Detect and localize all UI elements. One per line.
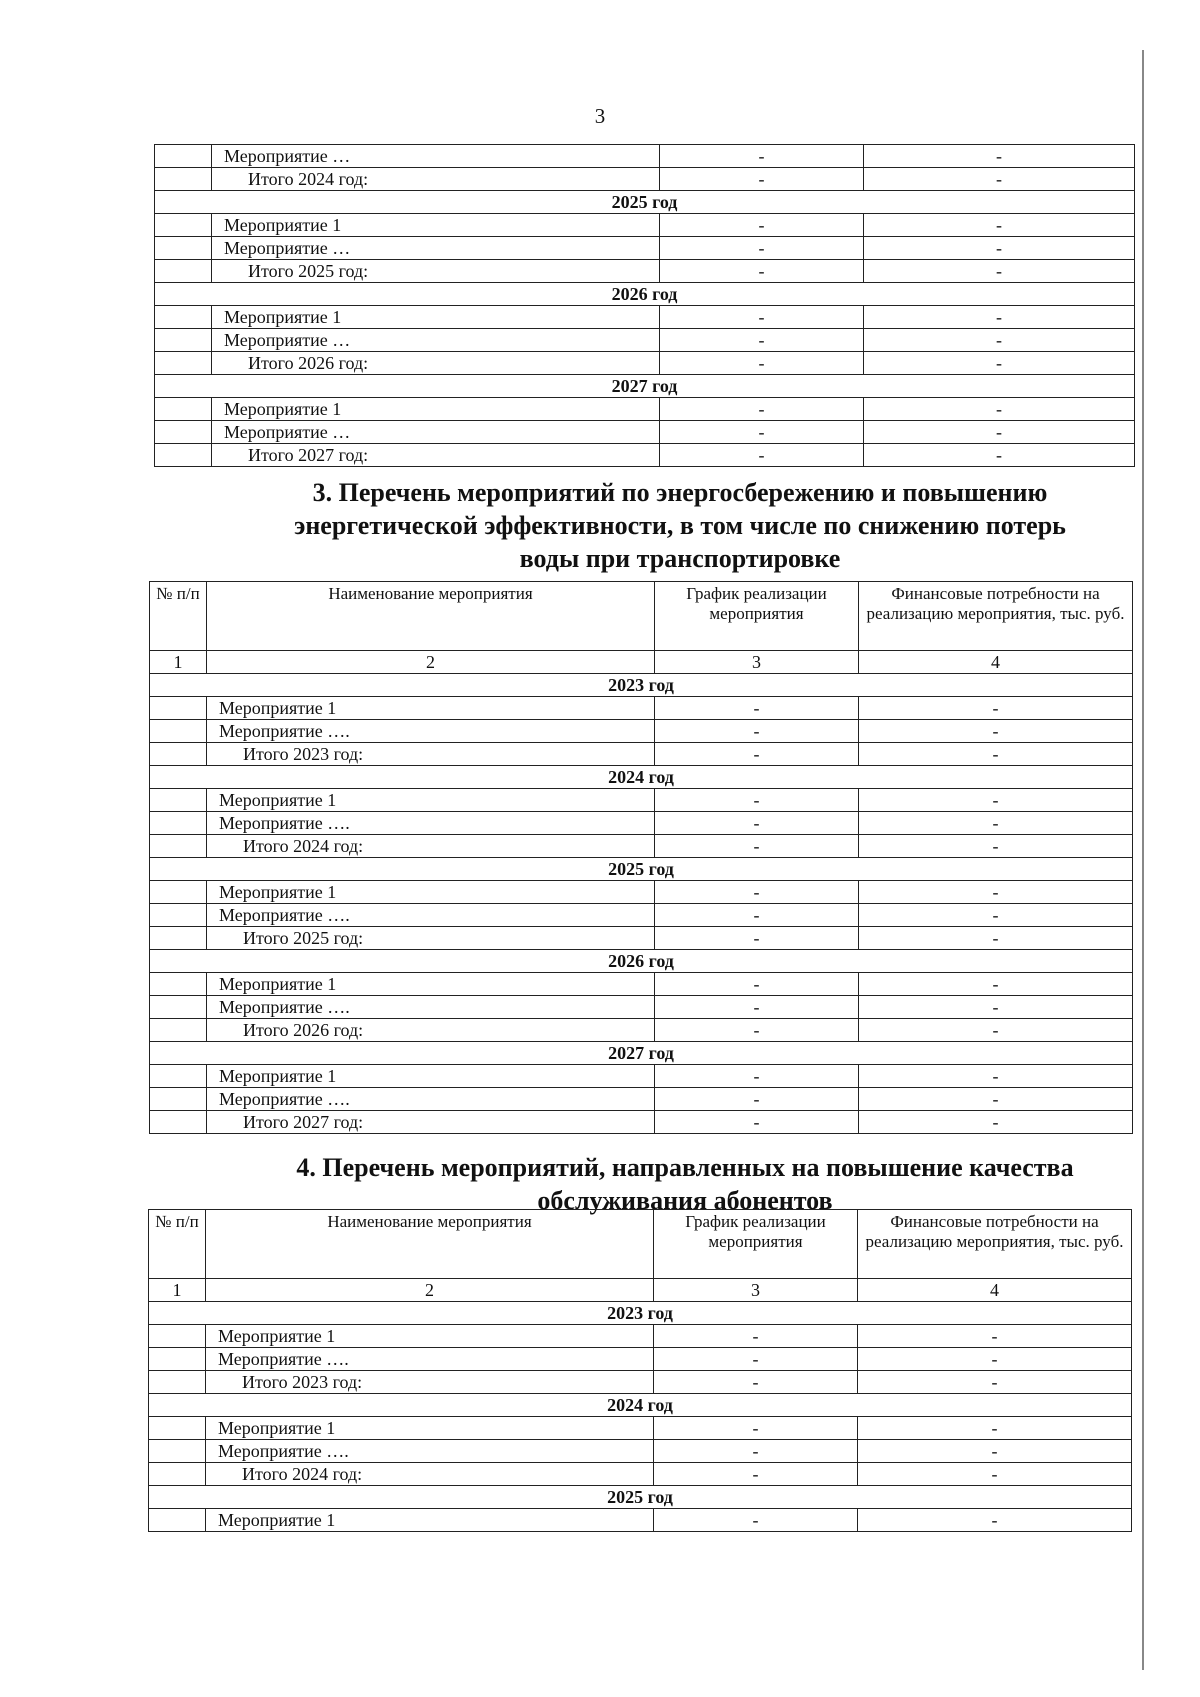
column-numbers-row <box>149 1279 1132 1302</box>
table-row <box>149 1509 1132 1532</box>
total-label: Итого 2023 год: <box>206 1371 654 1394</box>
total-row <box>150 1019 1133 1042</box>
table-row <box>150 904 1133 927</box>
energy-saving-measures-table <box>149 581 1133 1134</box>
schedule-value: - <box>660 398 864 421</box>
year-row <box>150 950 1133 973</box>
col-schedule-header: График реализации мероприятия <box>654 1210 858 1279</box>
col-number-header: № п/п <box>150 582 207 651</box>
year-label: 2025 год <box>150 858 1133 881</box>
measure-name: Мероприятие …. <box>207 1088 655 1111</box>
table-row <box>150 996 1133 1019</box>
total-row <box>150 743 1133 766</box>
finance-value: - <box>858 1325 1132 1348</box>
customer-service-measures-table <box>148 1209 1132 1532</box>
schedule-value: - <box>660 145 864 168</box>
measure-name: Мероприятие 1 <box>207 697 655 720</box>
schedule-value: - <box>660 214 864 237</box>
table-row <box>149 1348 1132 1371</box>
row-number <box>150 996 207 1019</box>
total-row <box>155 444 1135 467</box>
row-number <box>155 444 212 467</box>
finance-value: - <box>859 743 1133 766</box>
row-number <box>150 1088 207 1111</box>
finance-value: - <box>859 835 1133 858</box>
table-row <box>150 881 1133 904</box>
row-number <box>155 168 212 191</box>
schedule-value: - <box>655 1111 859 1134</box>
column-number: 4 <box>859 651 1133 674</box>
total-row <box>150 927 1133 950</box>
measure-name: Мероприятие …. <box>207 812 655 835</box>
measure-name: Мероприятие … <box>212 145 660 168</box>
measure-name: Мероприятие …. <box>206 1348 654 1371</box>
schedule-value: - <box>660 168 864 191</box>
measure-name: Мероприятие … <box>212 237 660 260</box>
total-label: Итого 2027 год: <box>212 444 660 467</box>
row-number <box>155 329 212 352</box>
year-label: 2027 год <box>155 375 1135 398</box>
schedule-value: - <box>655 835 859 858</box>
year-row <box>150 858 1133 881</box>
section-3-title <box>240 477 1120 575</box>
table-row <box>155 329 1135 352</box>
year-row <box>155 191 1135 214</box>
section-4-title <box>255 1152 1115 1218</box>
row-number <box>150 927 207 950</box>
table-row <box>155 398 1135 421</box>
schedule-value: - <box>654 1348 858 1371</box>
table-row <box>149 1417 1132 1440</box>
schedule-value: - <box>655 904 859 927</box>
year-row <box>155 283 1135 306</box>
table-row <box>155 145 1135 168</box>
finance-value: - <box>858 1440 1132 1463</box>
table-row <box>150 789 1133 812</box>
year-label: 2023 год <box>150 674 1133 697</box>
table-body <box>150 674 1133 1134</box>
finance-value: - <box>864 168 1135 191</box>
total-row <box>155 168 1135 191</box>
schedule-value: - <box>660 444 864 467</box>
finance-value: - <box>859 1111 1133 1134</box>
row-number <box>155 260 212 283</box>
header-row <box>149 1210 1132 1279</box>
total-row <box>150 1111 1133 1134</box>
column-number: 2 <box>206 1279 654 1302</box>
row-number <box>155 421 212 444</box>
measure-name: Мероприятие …. <box>207 996 655 1019</box>
finance-value: - <box>858 1371 1132 1394</box>
table-row <box>150 697 1133 720</box>
section-3-title-line: воды при транспортировке <box>519 543 841 573</box>
row-number <box>155 214 212 237</box>
col-schedule-header: График реализации мероприятия <box>655 582 859 651</box>
column-number: 1 <box>149 1279 206 1302</box>
year-label: 2027 год <box>150 1042 1133 1065</box>
table-body <box>155 145 1135 467</box>
finance-value: - <box>859 973 1133 996</box>
finance-value: - <box>859 996 1133 1019</box>
measure-name: Мероприятие 1 <box>212 398 660 421</box>
col-finance-header: Финансовые потребности на реализацию мероприятия, тыс. руб. <box>859 582 1133 651</box>
total-label: Итого 2024 год: <box>212 168 660 191</box>
finance-value: - <box>859 697 1133 720</box>
section-4-title-line: 4. Перечень мероприятий, направленных на повышение качества <box>296 1153 1074 1182</box>
table-row <box>155 237 1135 260</box>
total-row <box>155 260 1135 283</box>
table-row <box>150 1065 1133 1088</box>
finance-value: - <box>858 1348 1132 1371</box>
finance-value: - <box>864 421 1135 444</box>
page-number: 3 <box>594 104 606 128</box>
table-row <box>155 421 1135 444</box>
row-number <box>155 237 212 260</box>
finance-value: - <box>859 789 1133 812</box>
year-label: 2024 год <box>149 1394 1132 1417</box>
schedule-value: - <box>654 1440 858 1463</box>
column-number: 4 <box>858 1279 1132 1302</box>
row-number <box>150 720 207 743</box>
year-row <box>155 375 1135 398</box>
column-number: 1 <box>150 651 207 674</box>
year-row <box>149 1302 1132 1325</box>
finance-value: - <box>859 927 1133 950</box>
table-row <box>155 214 1135 237</box>
year-label: 2023 год <box>149 1302 1132 1325</box>
schedule-value: - <box>660 260 864 283</box>
finance-value: - <box>858 1509 1132 1532</box>
row-number <box>150 1019 207 1042</box>
row-number <box>150 1065 207 1088</box>
row-number <box>155 352 212 375</box>
table-row <box>150 720 1133 743</box>
finance-value: - <box>859 1065 1133 1088</box>
measure-name: Мероприятие 1 <box>212 214 660 237</box>
measure-name: Мероприятие 1 <box>212 306 660 329</box>
table-row <box>149 1440 1132 1463</box>
measure-name: Мероприятие … <box>212 421 660 444</box>
year-row <box>150 674 1133 697</box>
finance-value: - <box>864 145 1135 168</box>
section-3-title-line: 3. Перечень мероприятий по энергосбережению и повышению <box>312 478 1048 507</box>
schedule-value: - <box>655 973 859 996</box>
row-number <box>149 1440 206 1463</box>
schedule-value: - <box>655 789 859 812</box>
header-row <box>150 582 1133 651</box>
measure-name: Мероприятие 1 <box>206 1417 654 1440</box>
row-number <box>150 1111 207 1134</box>
col-name-header: Наименование мероприятия <box>206 1210 654 1279</box>
section-3-title-line: энергетической эффективности, в том числе по снижению потерь <box>294 510 1066 540</box>
finance-value: - <box>864 237 1135 260</box>
schedule-value: - <box>655 996 859 1019</box>
finance-value: - <box>864 306 1135 329</box>
measure-name: Мероприятие 1 <box>207 881 655 904</box>
section-4-title-line: обслуживания абонентов <box>537 1185 833 1215</box>
row-number <box>150 904 207 927</box>
schedule-value: - <box>655 720 859 743</box>
measure-name: Мероприятие 1 <box>207 1065 655 1088</box>
schedule-value: - <box>654 1509 858 1532</box>
schedule-value: - <box>654 1325 858 1348</box>
schedule-value: - <box>655 927 859 950</box>
row-number <box>149 1417 206 1440</box>
finance-value: - <box>859 812 1133 835</box>
row-number <box>155 306 212 329</box>
total-row <box>155 352 1135 375</box>
row-number <box>150 881 207 904</box>
col-number-header: № п/п <box>149 1210 206 1279</box>
finance-value: - <box>859 720 1133 743</box>
measure-name: Мероприятие 1 <box>207 789 655 812</box>
schedule-value: - <box>655 812 859 835</box>
schedule-value: - <box>655 881 859 904</box>
table-row <box>149 1325 1132 1348</box>
finance-value: - <box>859 1019 1133 1042</box>
schedule-value: - <box>654 1463 858 1486</box>
finance-value: - <box>864 260 1135 283</box>
total-row <box>149 1371 1132 1394</box>
finance-value: - <box>864 352 1135 375</box>
column-number: 3 <box>655 651 859 674</box>
schedule-value: - <box>654 1417 858 1440</box>
table-header <box>149 1210 1132 1302</box>
row-number <box>150 973 207 996</box>
row-number <box>150 835 207 858</box>
measures-table-continued <box>154 144 1135 467</box>
finance-value: - <box>864 214 1135 237</box>
schedule-value: - <box>660 352 864 375</box>
measure-name: Мероприятие 1 <box>206 1325 654 1348</box>
table-header <box>150 582 1133 674</box>
year-row <box>149 1486 1132 1509</box>
finance-value: - <box>864 329 1135 352</box>
finance-value: - <box>859 1088 1133 1111</box>
year-label: 2026 год <box>155 283 1135 306</box>
row-number <box>155 145 212 168</box>
row-number <box>150 789 207 812</box>
measure-name: Мероприятие …. <box>206 1440 654 1463</box>
row-number <box>150 812 207 835</box>
schedule-value: - <box>655 1019 859 1042</box>
total-row <box>150 835 1133 858</box>
finance-value: - <box>858 1463 1132 1486</box>
table-row <box>150 973 1133 996</box>
scan-edge-line <box>1142 50 1144 1670</box>
finance-value: - <box>859 904 1133 927</box>
year-label: 2025 год <box>149 1486 1132 1509</box>
schedule-value: - <box>660 421 864 444</box>
schedule-value: - <box>655 697 859 720</box>
finance-value: - <box>858 1417 1132 1440</box>
finance-value: - <box>864 398 1135 421</box>
total-label: Итого 2027 год: <box>207 1111 655 1134</box>
year-row <box>150 1042 1133 1065</box>
table-row <box>150 1088 1133 1111</box>
total-label: Итого 2025 год: <box>207 927 655 950</box>
table-row <box>150 812 1133 835</box>
schedule-value: - <box>655 743 859 766</box>
schedule-value: - <box>655 1088 859 1111</box>
measure-name: Мероприятие … <box>212 329 660 352</box>
total-row <box>149 1463 1132 1486</box>
measure-name: Мероприятие 1 <box>206 1509 654 1532</box>
total-label: Итого 2024 год: <box>206 1463 654 1486</box>
row-number <box>155 398 212 421</box>
total-label: Итого 2026 год: <box>212 352 660 375</box>
year-row <box>150 766 1133 789</box>
column-number: 3 <box>654 1279 858 1302</box>
row-number <box>149 1463 206 1486</box>
schedule-value: - <box>655 1065 859 1088</box>
total-label: Итого 2026 год: <box>207 1019 655 1042</box>
table-row <box>155 306 1135 329</box>
schedule-value: - <box>660 237 864 260</box>
row-number <box>149 1325 206 1348</box>
measure-name: Мероприятие …. <box>207 904 655 927</box>
row-number <box>150 743 207 766</box>
total-label: Итого 2024 год: <box>207 835 655 858</box>
year-row <box>149 1394 1132 1417</box>
column-numbers-row <box>150 651 1133 674</box>
total-label: Итого 2025 год: <box>212 260 660 283</box>
finance-value: - <box>859 881 1133 904</box>
schedule-value: - <box>660 306 864 329</box>
finance-value: - <box>864 444 1135 467</box>
year-label: 2025 год <box>155 191 1135 214</box>
col-finance-header: Финансовые потребности на реализацию мероприятия, тыс. руб. <box>858 1210 1132 1279</box>
table-body <box>149 1302 1132 1532</box>
row-number <box>150 697 207 720</box>
measure-name: Мероприятие 1 <box>207 973 655 996</box>
schedule-value: - <box>654 1371 858 1394</box>
row-number <box>149 1509 206 1532</box>
year-label: 2026 год <box>150 950 1133 973</box>
total-label: Итого 2023 год: <box>207 743 655 766</box>
year-label: 2024 год <box>150 766 1133 789</box>
row-number <box>149 1371 206 1394</box>
row-number <box>149 1348 206 1371</box>
col-name-header: Наименование мероприятия <box>207 582 655 651</box>
column-number: 2 <box>207 651 655 674</box>
schedule-value: - <box>660 329 864 352</box>
measure-name: Мероприятие …. <box>207 720 655 743</box>
